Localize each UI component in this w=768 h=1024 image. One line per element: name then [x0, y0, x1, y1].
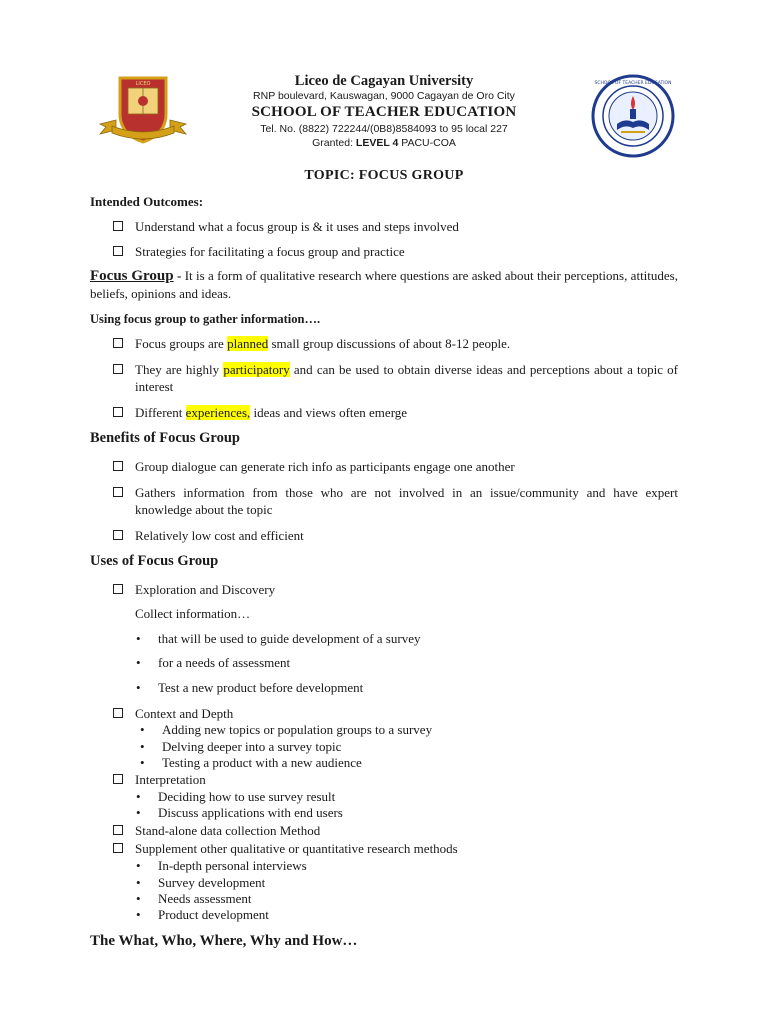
outcome-text: Understand what a focus group is & it uses and steps involved [135, 219, 459, 234]
checkbox-icon [113, 364, 123, 374]
outcome-item [113, 243, 678, 260]
list-item-text: Survey development [158, 875, 266, 890]
use-item [113, 822, 678, 839]
benefit-item [113, 484, 678, 518]
accreditation-line [200, 136, 568, 150]
checkbox-icon [113, 584, 123, 594]
bullet-icon: • [140, 722, 145, 737]
using-item-text: ideas and views often emerge [250, 405, 408, 420]
bullet-icon: • [136, 655, 141, 670]
using-item [113, 335, 678, 352]
bullet-icon: • [136, 789, 141, 804]
benefits-heading: Benefits of Focus Group [90, 430, 240, 446]
use-item [113, 771, 678, 788]
definition-term: Focus Group [90, 268, 174, 284]
university-address: RNP boulevard, Kauswagan, 9000 Cagayan de Oro City [253, 90, 515, 102]
benefit-text: Gathers information from those who are not involved in an issue/community and have expert knowledge about the topic [135, 485, 678, 517]
use-item [113, 705, 678, 722]
checkbox-icon [113, 221, 123, 231]
use-item-text: Supplement other qualitative or quantitative research methods [135, 841, 458, 856]
list-item-text: Testing a product with a new audience [162, 755, 362, 770]
svg-text:SCHOOL OF TEACHER EDUCATION: SCHOOL OF TEACHER EDUCATION [594, 81, 672, 86]
university-name: Liceo de Cagayan University [294, 73, 474, 89]
use-item-text: Stand-alone data collection Method [135, 823, 321, 838]
granted-prefix: Granted: [312, 137, 356, 149]
bullet-icon: • [136, 805, 141, 820]
benefit-text: Group dialogue can generate rich info as participants engage one another [135, 459, 515, 474]
bullet-icon: • [140, 755, 145, 770]
checkbox-icon [113, 530, 123, 540]
checkbox-icon [113, 825, 123, 835]
benefit-item [113, 527, 678, 544]
list-item-text: Test a new product before development [158, 680, 364, 695]
list-item-text: Discuss applications with end users [158, 805, 343, 820]
bullet-icon: • [136, 680, 141, 695]
use-item [113, 840, 678, 857]
list-item-text: Deciding how to use survey result [158, 789, 336, 804]
collect-information-label: Collect information… [135, 606, 251, 621]
list-item-text: Delving deeper into a survey topic [162, 739, 342, 754]
header-text-block [200, 73, 568, 150]
using-item [113, 361, 678, 395]
checkbox-icon [113, 461, 123, 471]
using-item-text: Focus groups are [135, 336, 228, 351]
use-item-text: Context and Depth [135, 706, 234, 721]
what-who-where-heading: The What, Who, Where, Why and How… [90, 933, 358, 949]
benefit-item [113, 458, 678, 475]
list-item-text: In-depth personal interviews [158, 858, 307, 873]
outcome-item [113, 218, 678, 235]
svg-text:LICEO: LICEO [135, 81, 151, 87]
checkbox-icon [113, 407, 123, 417]
bullet-icon: • [136, 631, 141, 646]
highlighted-text: experiences, [185, 405, 251, 420]
focus-group-definition [90, 267, 678, 302]
definition-text: It is a form of qualitative research where questions are asked about their perceptions, attitudes, beliefs, opinions and ideas. [90, 268, 678, 301]
checkbox-icon [113, 708, 123, 718]
using-item-text: small group discussions of about 8-12 people. [268, 336, 511, 351]
outcome-text: Strategies for facilitating a focus group and practice [135, 244, 405, 259]
bullet-icon: • [140, 739, 145, 754]
highlighted-text: planned [227, 336, 269, 351]
bullet-icon: • [136, 875, 141, 890]
list-item-text: that will be used to guide development of a survey [158, 631, 421, 646]
using-item [113, 404, 678, 421]
list-item-text: Needs assessment [158, 891, 252, 906]
list-item-text: Product development [158, 907, 269, 922]
checkbox-icon [113, 338, 123, 348]
checkbox-icon [113, 843, 123, 853]
page-title: TOPIC: FOCUS GROUP [304, 168, 464, 183]
granted-suffix: PACU-COA [398, 137, 456, 149]
list-item-text: for a needs of assessment [158, 655, 291, 670]
use-item-text: Interpretation [135, 772, 206, 787]
definition-dash: - [173, 268, 185, 283]
checkbox-icon [113, 774, 123, 784]
use-item-text: Exploration and Discovery [135, 582, 276, 597]
bullet-icon: • [136, 907, 141, 922]
granted-level: LEVEL 4 [355, 137, 399, 149]
use-item [113, 581, 678, 598]
benefit-text: Relatively low cost and efficient [135, 528, 304, 543]
using-item-text: and can be used to obtain diverse ideas and perceptions about a topic of interest [135, 362, 678, 394]
using-item-text: Different [135, 405, 186, 420]
university-seal-logo [98, 76, 188, 146]
school-name: SCHOOL OF TEACHER EDUCATION [251, 104, 517, 120]
checkbox-icon [113, 487, 123, 497]
highlighted-text: participatory [223, 362, 290, 377]
bullet-icon: • [136, 858, 141, 873]
document-header [0, 70, 768, 152]
uses-heading: Uses of Focus Group [90, 553, 219, 569]
using-item-text: They are highly [135, 362, 224, 377]
using-focus-group-heading: Using focus group to gather information…. [90, 312, 321, 326]
checkbox-icon [113, 246, 123, 256]
bullet-icon: • [136, 891, 141, 906]
telephone-number: Tel. No. (8822) 722244/(0B8)8584093 to 95 local 227 [260, 123, 508, 135]
intended-outcomes-heading: Intended Outcomes: [90, 194, 204, 209]
list-item-text: Adding new topics or population groups to a survey [162, 722, 433, 737]
school-emblem-logo [591, 74, 675, 158]
